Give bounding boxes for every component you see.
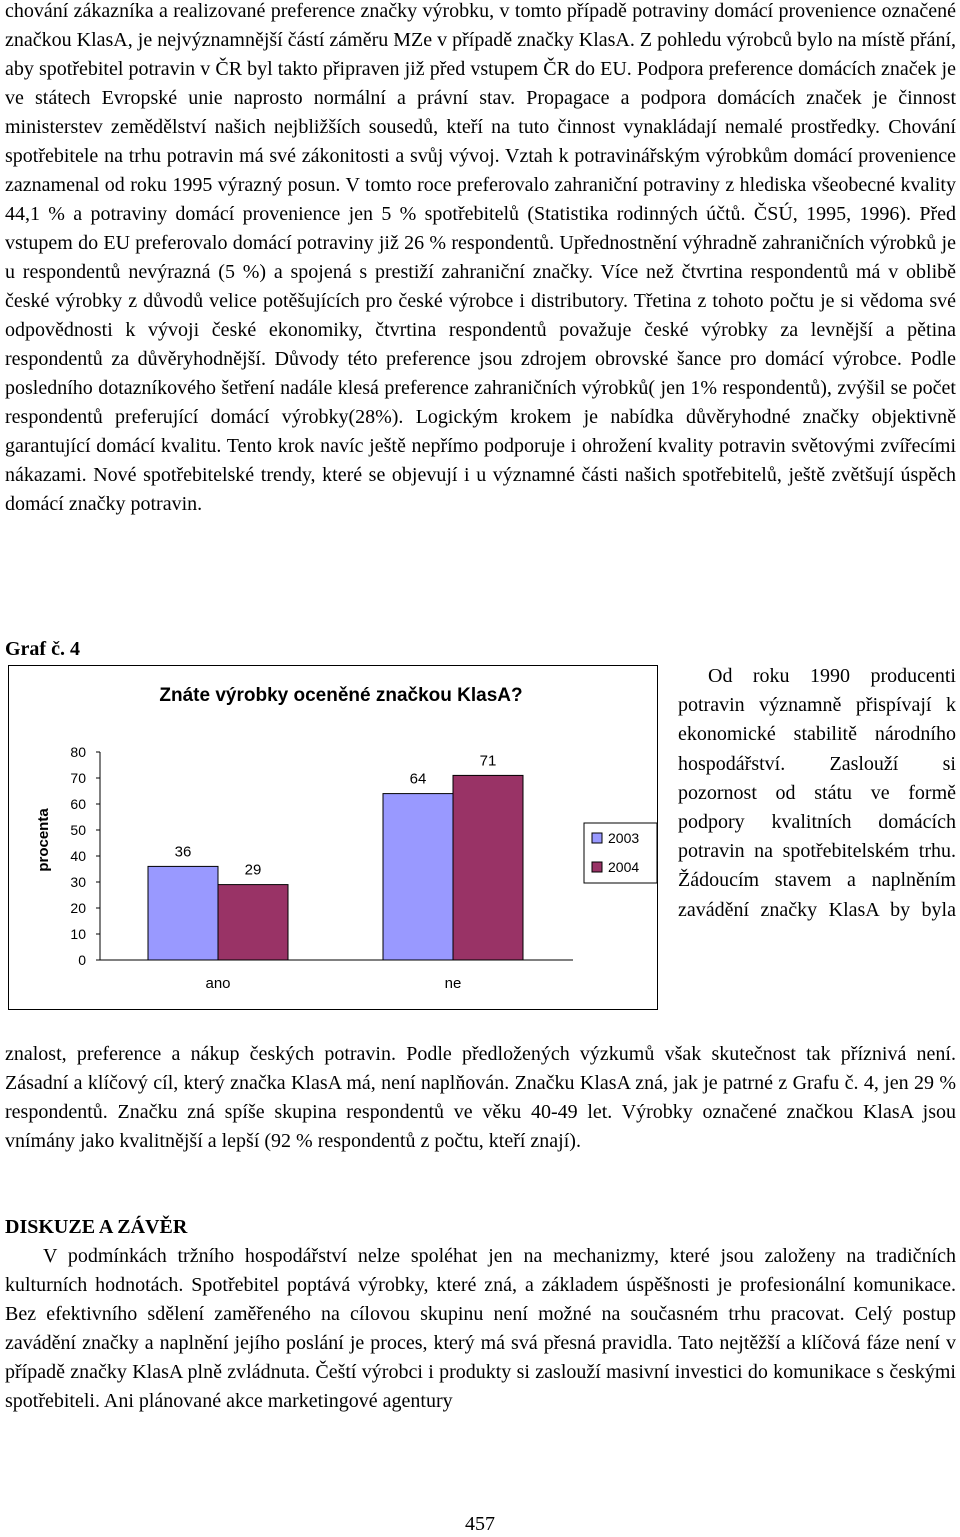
bar-value-label: 64 [409,770,427,788]
bar-value-label: 36 [174,843,192,861]
y-tick-label: 20 [70,900,86,916]
y-axis-label: procenta [35,808,52,872]
intro-paragraph: chování zákazníka a realizované preference značky výrobku, v tomto případě potraviny domácí provenience označené značkou KlasA, je nejvýznamnější částí záměru MZe v případě značky KlasA. Z pohledu výrobců bylo na místě přání, aby spotřebitel potravin v ČR byl takto připraven již před vstupem ČR do EU. Podpora preference domácích značek je ve státech Evropské unie naprosto normální a právní stav. Propagace a podpora domácích značek je činnost ministerstev zemědělství našich nejbližších sousedů, kteří na tuto činnost vynakládají nemalé prostředky. Chování spotřebitele na trhu potravin má své zákonitosti a svůj vývoj. Vztah k potravinářským výrobkům domácí provenience zaznamenal od roku 1995 výrazný posun. V tomto roce preferovalo zahraniční potraviny z hlediska všeobecné kvality 44,1 % a potraviny domácí provenience jen 5 % spotřebitelů (Statistika rodinných účtů. ČSÚ, 1995, 1996). Před vstupem do EU preferovalo domácí potraviny již 26 % respondentů. Upřednostnění výhradně zahraničních výrobků je u respondentů nevýrazná (5 %) a spojená s prestiží zahraniční značky. Více než čtvrtina respondentů má v oblibě české výrobky z důvodů velice potěšujících pro české výrobce i distributory. Třetina z tohoto počtu je si vědoma své odpovědnosti k vývoji české ekonomiky, čtvrtina respondentů považuje české výrobky za levnější a pětina respondentů za důvěryhodnější. Důvody této preference jsou zdrojem obrovské šance pro domácí výrobce. Podle posledního dotazníkového šetření nadále klesá preference zahraničních výrobků( jen 1% respondentů), zvýšil se počet respondentů preferující domácí výrobky(28%). Logickým krokem je nabídka důvěryhodné značky objektivně garantující domácí kvalitu. Tento krok navíc ještě nepřímo podporuje i ohrožení kvality potravin světovými zvířecími nákazami. Nové spotřebitelské trendy, které se objevují i u významné části našich spotřebitelů, ještě zvětšují úspěch domácí značky potravin. [5,0,956,515]
bar-value-label: 29 [244,861,262,879]
y-tick-label: 10 [70,926,86,942]
bar-ne-2004 [453,775,523,960]
category-label: ne [444,975,462,992]
side-text-content: Od roku 1990 producenti potravin významně přispívají k ekonomické stabilitě národního hospodářství. Zaslouží si pozornost od státu ve formě podpory kvalitních domácích potravin na spotřebitelském trhu. Žádoucím stavem a naplněním zavádění značky KlasA by byla [678,665,956,921]
y-tick-label: 0 [78,952,86,968]
bar-value-label: 71 [479,752,497,770]
legend-swatch-2004 [592,862,602,872]
y-tick-label: 60 [70,796,86,812]
page-number: 457 [465,1513,495,1535]
discussion-heading: DISKUZE A ZÁVĚR [5,1216,188,1238]
y-tick-label: 70 [70,770,86,786]
y-tick-label: 30 [70,874,86,890]
chart [8,665,658,1010]
y-tick-label: 80 [70,744,86,760]
legend-label: 2003 [608,830,640,846]
discussion-paragraph: V podmínkách tržního hospodářství nelze spoléhat jen na mechanizmy, které jsou založeny na tradičních kulturních hodnotách. Spotřebitel poptává výrobky, které zná, a základem úspěšnosti je profesionální komunikace. Bez efektivního sdělení zaměřeného na cílovou skupinu není možné na současném trhu pracovat. Celý postup zavádění značky a naplnění jejího poslání je proces, který má svá přesná pravidla. Tato nejtěžší a klíčová fáze není v případě značky KlasA plně zvládnuta. Čeští výrobci i produkty si zaslouží masivní investici do komunikace s českými spotřebiteli. Ani plánované akce marketingové agentury [5,1245,956,1412]
y-tick-label: 50 [70,822,86,838]
side-text [678,662,956,925]
continuation-paragraph: znalost, preference a nákup českých potravin. Podle předložených výzkumů však skutečnost tak příznivá není. Zásadní a klíčový cíl, který značka KlasA má, není naplňován. Značku KlasA zná, jak je patrné z Grafu č. 4, jen 29 % respondentů. Značku zná spíše skupina respondentů ve věku 40-49 let. Výrobky označené značkou KlasA jsou vnímány jako kvalitnější a lepší (92 % respondentů z počtu, kteří znají). [5,1043,956,1152]
y-tick-label: 40 [70,848,86,864]
bar-ano-2003 [148,866,218,960]
bar-ano-2004 [218,885,288,960]
legend-label: 2004 [608,859,640,875]
bar-ne-2003 [383,794,453,960]
category-label: ano [205,975,231,992]
chart-frame [9,666,658,1010]
chart-title: Znáte výrobky oceněné značkou KlasA? [159,685,523,706]
graph-label: Graf č. 4 [5,638,80,660]
legend-swatch-2003 [592,833,602,843]
